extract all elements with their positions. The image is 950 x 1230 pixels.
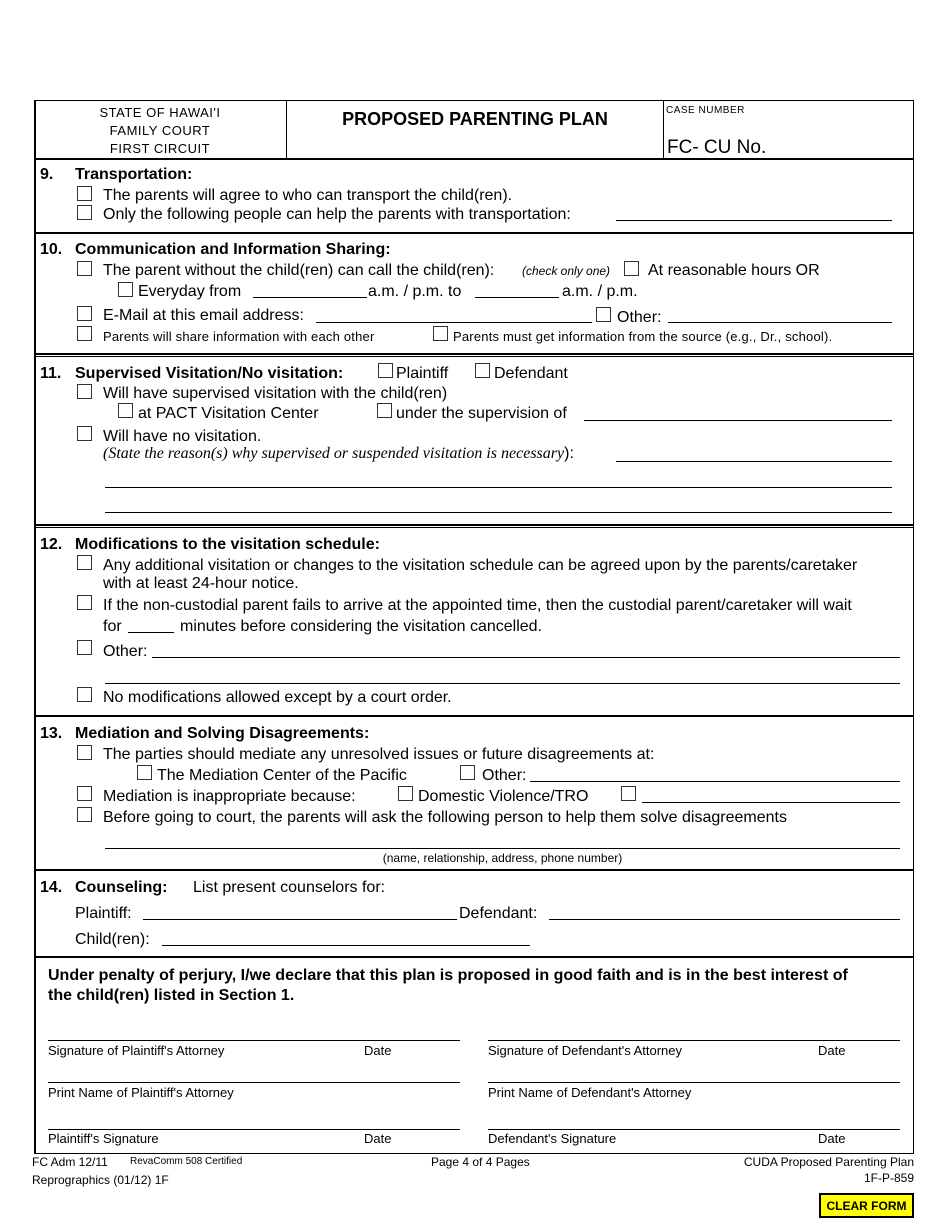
s10-source-checkbox[interactable] (433, 326, 448, 341)
s13-other-reason-checkbox[interactable] (621, 786, 636, 801)
s14-plaintiff-counselor-field[interactable] (143, 919, 457, 920)
s10-call-label: The parent without the child(ren) can call the child(ren): (103, 262, 495, 279)
s10-other-field[interactable] (668, 322, 892, 323)
form-id: FC Adm 12/11 (32, 1155, 108, 1169)
s13-inappropriate-checkbox[interactable] (77, 786, 92, 801)
s10-email-checkbox[interactable] (77, 306, 92, 321)
s12-wait-for: for (103, 618, 122, 635)
s13-before-court-checkbox[interactable] (77, 807, 92, 822)
court-name: FAMILY COURT (109, 123, 211, 138)
defendant-signature-field[interactable] (488, 1129, 900, 1130)
s13-dv-checkbox[interactable] (398, 786, 413, 801)
section-10-rule-2 (34, 356, 914, 357)
plaintiff-attorney-date-label: Date (364, 1043, 392, 1058)
s11-reason-text: (State the reason(s) why supervised or suspended visitation is necessary (103, 445, 565, 462)
s12-wait-checkbox[interactable] (77, 595, 92, 610)
s12-agreed-label-2: with at least 24-hour notice. (103, 575, 299, 592)
s14-list-label: List present counselors for: (193, 879, 386, 896)
s10-ampm-end: a.m. / p.m. (562, 283, 638, 300)
section-13-rule (34, 869, 914, 871)
s12-agreed-checkbox[interactable] (77, 555, 92, 570)
s9-transport-people-field[interactable] (616, 220, 892, 221)
section-13-title: Mediation and Solving Disagreements: (75, 725, 370, 742)
declaration-line-1: Under penalty of perjury, I/we declare that this plan is proposed in good faith and is in the best interest of (48, 967, 848, 984)
section-12-rule (34, 715, 914, 717)
section-9-rule (34, 232, 914, 234)
plaintiff-attorney-name-label: Print Name of Plaintiff's Attorney (48, 1085, 234, 1100)
s10-share-label: Parents will share information with each other (103, 329, 375, 344)
s14-defendant-label: Defendant: (459, 905, 538, 922)
s13-before-court-label: Before going to court, the parents will ask the following person to help them solve disagreements (103, 809, 787, 826)
s12-agreed-label-1: Any additional visitation or changes to the visitation schedule can be agreed upon by the parents/caretaker (103, 557, 858, 574)
section-11-number: 11. (40, 365, 62, 382)
s11-pact-checkbox[interactable] (118, 403, 133, 418)
s11-under-checkbox[interactable] (377, 403, 392, 418)
clear-form-button[interactable]: CLEAR FORM (819, 1193, 914, 1218)
s11-plaintiff-checkbox[interactable] (378, 363, 393, 378)
s12-other-field-2[interactable] (105, 683, 900, 684)
s14-children-counselor-field[interactable] (162, 945, 530, 946)
s12-court-order-label: No modifications allowed except by a court order. (103, 689, 452, 706)
section-12-number: 12. (40, 536, 63, 553)
case-number-label: CASE NUMBER (666, 105, 745, 116)
section-10-number: 10. (40, 241, 63, 258)
s9-agree-checkbox[interactable] (77, 186, 92, 201)
section-14-title: Counseling: (75, 879, 168, 896)
defendant-signature-label: Defendant's Signature (488, 1131, 617, 1146)
s13-center-label: The Mediation Center of the Pacific (157, 767, 407, 784)
s10-source-label: Parents must get information from the source (e.g., Dr., school). (453, 329, 833, 344)
s10-email-label: E-Mail at this email address: (103, 307, 304, 324)
defendant-attorney-name-field[interactable] (488, 1082, 900, 1083)
s10-ampm-to: a.m. / p.m. to (368, 283, 462, 300)
s10-everyday-checkbox[interactable] (118, 282, 133, 297)
s13-mediate-label: The parties should mediate any unresolved issues or future disagreements at: (103, 746, 655, 763)
s11-supervised-label: Will have supervised visitation with the child(ren) (103, 385, 448, 402)
header-bottom-rule (34, 158, 914, 160)
s9-agree-label: The parents will agree to who can transport the child(ren). (103, 187, 513, 204)
s13-other-label: Other: (482, 767, 527, 784)
section-13-number: 13. (40, 725, 63, 742)
plaintiff-signature-label: Plaintiff's Signature (48, 1131, 159, 1146)
plaintiff-date-label: Date (364, 1131, 392, 1146)
defendant-attorney-signature-label: Signature of Defendant's Attorney (488, 1043, 682, 1058)
plaintiff-attorney-signature-field[interactable] (48, 1040, 460, 1041)
s12-wait-label-1: If the non-custodial parent fails to arrive at the appointed time, then the custodial parent/caretaker will wait (103, 597, 852, 614)
s11-defendant-label: Defendant (494, 365, 568, 382)
s13-contact-field[interactable] (105, 848, 900, 849)
s11-reason-field-1[interactable] (616, 461, 892, 462)
s13-mediate-checkbox[interactable] (77, 745, 92, 760)
section-10-rule (34, 353, 914, 355)
s10-call-checkbox[interactable] (77, 261, 92, 276)
s11-no-visit-checkbox[interactable] (77, 426, 92, 441)
s11-reason-end: ): (564, 445, 574, 462)
s13-other-field[interactable] (530, 781, 900, 782)
form-left-border (34, 100, 36, 1154)
s13-contact-caption: (name, relationship, address, phone number) (382, 851, 623, 865)
s10-share-checkbox[interactable] (77, 326, 92, 341)
s10-from-time-field[interactable] (253, 297, 367, 298)
plaintiff-signature-field[interactable] (48, 1129, 460, 1130)
s13-dv-label: Domestic Violence/TRO (418, 788, 589, 805)
s13-inappropriate-label: Mediation is inappropriate because: (103, 788, 356, 805)
s14-children-label: Child(ren): (75, 931, 150, 948)
document-code: 1F-P-859 (863, 1171, 914, 1185)
s14-plaintiff-label: Plaintiff: (75, 905, 132, 922)
document-title: CUDA Proposed Parenting Plan (743, 1155, 914, 1169)
s13-other-checkbox[interactable] (460, 765, 475, 780)
declaration-line-2: the child(ren) listed in Section 1. (48, 987, 295, 1004)
s12-other-label: Other: (103, 643, 148, 660)
s11-no-visit-label: Will have no visitation. (103, 428, 262, 445)
s12-other-checkbox[interactable] (77, 640, 92, 655)
section-10-title: Communication and Information Sharing: (75, 241, 391, 258)
s14-defendant-counselor-field[interactable] (549, 919, 900, 920)
s10-email-field[interactable] (316, 322, 592, 323)
s12-other-field-1[interactable] (152, 657, 900, 658)
s11-reason-field-2[interactable] (105, 487, 892, 488)
s10-everyday-label: Everyday from (138, 283, 242, 300)
certification: RevaComm 508 Certified (130, 1156, 243, 1167)
header-divider-2 (663, 100, 664, 158)
s13-other-reason-field[interactable] (642, 802, 900, 803)
defendant-attorney-name-label: Print Name of Defendant's Attorney (488, 1085, 692, 1100)
s12-court-order-checkbox[interactable] (77, 687, 92, 702)
s10-check-note: (check only one) (522, 264, 611, 278)
defendant-attorney-date-label: Date (818, 1043, 846, 1058)
s13-center-checkbox[interactable] (137, 765, 152, 780)
section-12-title: Modifications to the visitation schedule: (75, 536, 380, 553)
s11-supervised-checkbox[interactable] (77, 384, 92, 399)
section-14-rule (34, 956, 914, 958)
s11-reason-field-3[interactable] (105, 512, 892, 513)
s12-wait-minutes-field[interactable] (128, 632, 174, 633)
s10-to-time-field[interactable] (475, 297, 559, 298)
page-title: PROPOSED PARENTING PLAN (342, 109, 608, 129)
section-9-number: 9. (40, 166, 54, 183)
s11-reason-label (103, 444, 574, 463)
case-number-field[interactable]: FC- CU No. (667, 137, 767, 158)
s10-reasonable-checkbox[interactable] (624, 261, 639, 276)
defendant-date-label: Date (818, 1131, 846, 1146)
section-11-title: Supervised Visitation/No visitation: (75, 365, 344, 382)
s11-supervisor-field[interactable] (584, 420, 892, 421)
s10-reasonable-label: At reasonable hours OR (648, 262, 820, 279)
court-circuit: FIRST CIRCUIT (109, 141, 211, 156)
s11-plaintiff-label: Plaintiff (396, 365, 449, 382)
s9-following-checkbox[interactable] (77, 205, 92, 220)
plaintiff-attorney-signature-label: Signature of Plaintiff's Attorney (48, 1043, 225, 1058)
s11-under-label: under the supervision of (396, 405, 567, 422)
section-11-rule-2 (34, 527, 914, 528)
section-14-number: 14. (40, 879, 63, 896)
page-number: Page 4 of 4 Pages (431, 1155, 530, 1169)
section-11-rule (34, 524, 914, 526)
s9-following-label: Only the following people can help the parents with transportation: (103, 206, 571, 223)
reprographics: Reprographics (01/12) 1F (32, 1173, 169, 1187)
s11-pact-label: at PACT Visitation Center (138, 405, 319, 422)
s10-other-checkbox[interactable] (596, 307, 611, 322)
s12-wait-label-2: minutes before considering the visitation cancelled. (180, 618, 542, 635)
court-state: STATE OF HAWAI'I (99, 105, 221, 120)
defendant-attorney-signature-field[interactable] (488, 1040, 900, 1041)
section-9-title: Transportation: (75, 166, 193, 183)
s10-other-label: Other: (617, 309, 662, 326)
s11-defendant-checkbox[interactable] (475, 363, 490, 378)
plaintiff-attorney-name-field[interactable] (48, 1082, 460, 1083)
